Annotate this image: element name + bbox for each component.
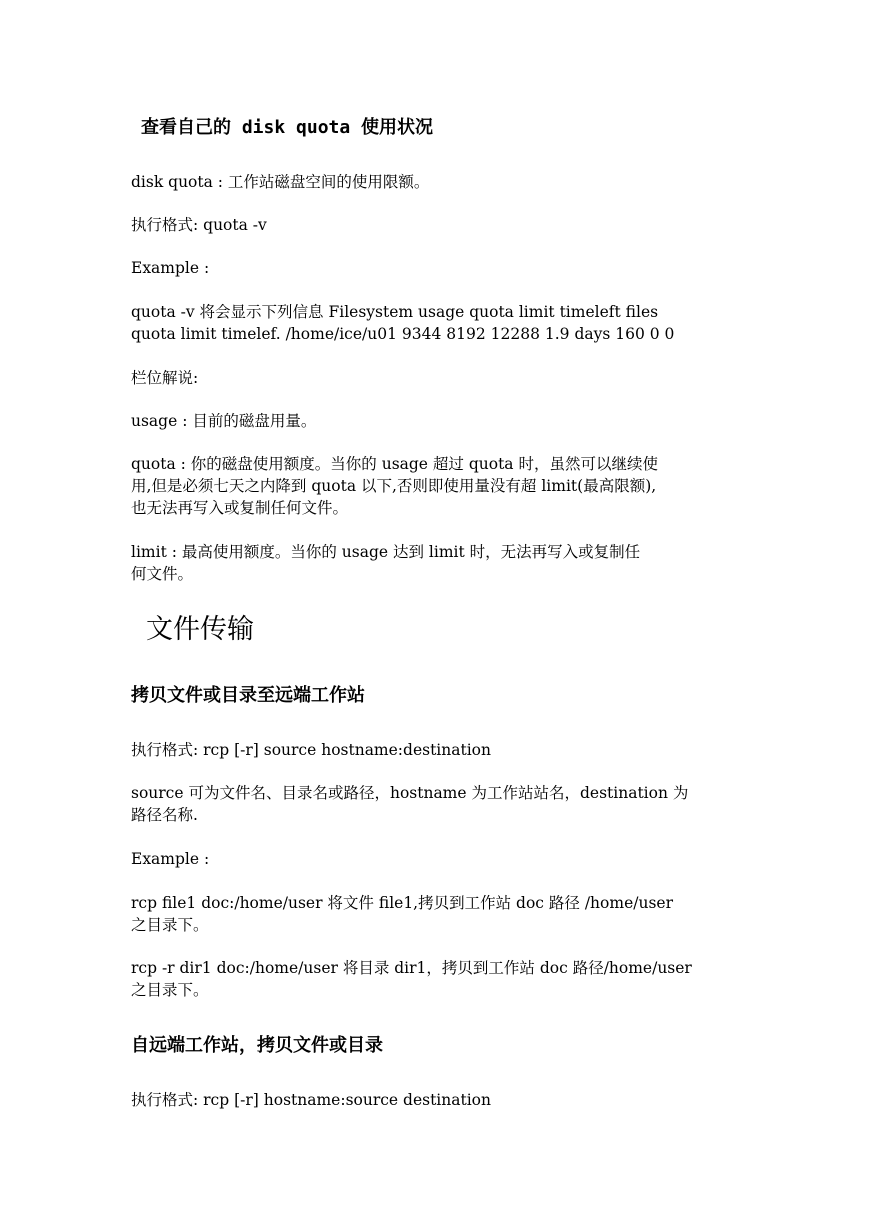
limit-description <box>131 541 746 585</box>
rcp-parameter-line: 路径名称. <box>131 806 198 824</box>
quota-command-format: 执行格式: quota -v <box>131 216 267 234</box>
usage-description: usage : 目前的磁盘用量。 <box>131 412 317 430</box>
rcp-example-file <box>131 892 746 936</box>
rcp-parameter-line: source 可为文件名、目录名或路径，hostname 为工作站站名，destination 为 <box>131 784 689 802</box>
quota-example-output <box>131 301 746 345</box>
rcp-from-remote-title: 自远端工作站，拷贝文件或目录 <box>131 1035 383 1056</box>
rcp-example-dir-line: rcp -r dir1 doc:/home/user 将目录 dir1，拷贝到工作站 doc 路径/home/user <box>131 959 692 977</box>
limit-description-line: limit : 最高使用额度。当你的 usage 达到 limit 时，无法再写入或复制任 <box>131 543 641 561</box>
rcp-to-remote-format: 执行格式: rcp [-r] source hostname:destination <box>131 741 491 759</box>
file-transfer-heading: 文件传输 <box>146 614 254 645</box>
fields-label: 栏位解说: <box>131 369 199 387</box>
quota-description-line: 也无法再写入或复制任何文件。 <box>131 499 349 517</box>
rcp-example-file-line: 之目录下。 <box>131 916 209 934</box>
rcp-example-dir-line: 之目录下。 <box>131 981 209 999</box>
rcp-to-remote-title: 拷贝文件或目录至远端工作站 <box>131 685 365 706</box>
quota-description-line: 用,但是必须七天之内降到 quota 以下,否则即使用量没有超 limit(最高限额), <box>131 477 657 495</box>
quota-example-label: Example : <box>131 259 210 277</box>
rcp-from-remote-format: 执行格式: rcp [-r] hostname:source destination <box>131 1091 491 1109</box>
rcp-example-file-line: rcp file1 doc:/home/user 将文件 file1,拷贝到工作站 doc 路径 /home/user <box>131 894 673 912</box>
limit-description-line: 何文件。 <box>131 565 194 583</box>
rcp-parameter-description <box>131 782 746 826</box>
quota-example-line: quota -v 将会显示下列信息 Filesystem usage quota limit timeleft files <box>131 303 659 321</box>
quota-example-line: quota limit timelef. /home/ice/u01 9344 8192 12288 1.9 days 160 0 0 <box>131 325 675 343</box>
quota-description-line: quota : 你的磁盘使用额度。当你的 usage 超过 quota 时，虽然可以继续使 <box>131 455 658 473</box>
quota-definition: disk quota : 工作站磁盘空间的使用限额。 <box>131 173 430 191</box>
quota-section-title: 查看自己的 disk quota 使用状况 <box>141 117 434 138</box>
rcp-example-label: Example : <box>131 850 210 868</box>
rcp-example-dir <box>131 957 746 1001</box>
quota-description <box>131 453 746 519</box>
